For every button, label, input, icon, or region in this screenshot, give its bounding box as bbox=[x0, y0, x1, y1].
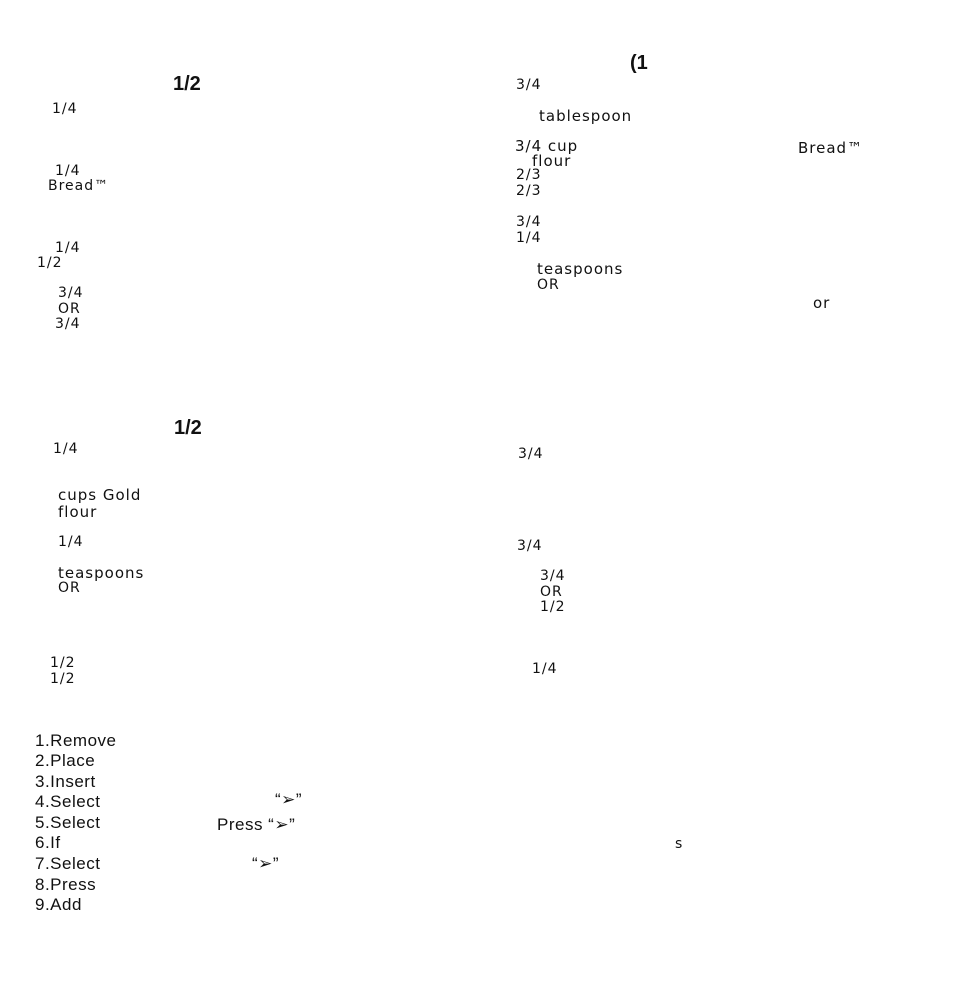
right-top-line-8: 3/4 bbox=[516, 214, 542, 230]
right-top-line-2: tablespoon bbox=[539, 107, 633, 125]
step-2: 2.Place bbox=[35, 751, 96, 770]
step-4-extra: “➢” bbox=[275, 790, 303, 809]
left-mid-line-5: teaspoons bbox=[58, 564, 145, 582]
step-5-extra: Press “➢” bbox=[217, 815, 296, 834]
step-9: 9.Add bbox=[35, 895, 82, 914]
left-top-line-3: Bread™ bbox=[48, 178, 110, 194]
right-top-line-1: 3/4 bbox=[516, 77, 542, 93]
stray-letter: s bbox=[675, 836, 684, 852]
right-mid-line-6: 1/4 bbox=[532, 661, 558, 677]
left-mid-heading: 1/2 bbox=[174, 417, 202, 439]
left-top-line-7: OR bbox=[58, 301, 81, 317]
step-7-extra: “➢” bbox=[252, 854, 280, 873]
step-5: 5.Select bbox=[35, 813, 101, 832]
right-top-line-12: or bbox=[813, 294, 831, 312]
right-mid-line-4: OR bbox=[540, 584, 563, 600]
left-mid-line-4: 1/4 bbox=[58, 534, 84, 550]
right-top-line-3: 3/4 cup bbox=[515, 137, 579, 155]
left-mid-line-3: flour bbox=[58, 503, 98, 521]
step-8: 8.Press bbox=[35, 875, 97, 894]
left-top-heading: 1/2 bbox=[173, 73, 201, 95]
right-top-line-9: 1/4 bbox=[516, 230, 542, 246]
step-6: 6.If bbox=[35, 833, 61, 852]
right-top-line-5: Bread™ bbox=[798, 139, 864, 157]
left-mid-line-2: cups Gold bbox=[58, 486, 142, 504]
right-top-line-10: teaspoons bbox=[537, 260, 624, 278]
left-top-line-5: 1/2 bbox=[37, 255, 63, 271]
right-mid-line-2: 3/4 bbox=[517, 538, 543, 554]
right-mid-line-3: 3/4 bbox=[540, 568, 566, 584]
right-mid-line-1: 3/4 bbox=[518, 446, 544, 462]
right-top-line-4: flour bbox=[532, 152, 572, 170]
left-top-line-1: 1/4 bbox=[52, 101, 78, 117]
left-mid-line-8: 1/2 bbox=[50, 671, 76, 687]
right-top-line-7: 2/3 bbox=[516, 183, 542, 199]
right-top-line-6: 2/3 bbox=[516, 167, 542, 183]
left-mid-line-7: 1/2 bbox=[50, 655, 76, 671]
step-7: 7.Select bbox=[35, 854, 101, 873]
left-top-line-6: 3/4 bbox=[58, 285, 84, 301]
left-mid-line-6: OR bbox=[58, 580, 81, 596]
step-3: 3.Insert bbox=[35, 772, 96, 791]
right-mid-line-5: 1/2 bbox=[540, 599, 566, 615]
left-mid-line-1: 1/4 bbox=[53, 441, 79, 457]
step-4: 4.Select bbox=[35, 792, 101, 811]
right-top-heading: (1 bbox=[630, 52, 648, 74]
step-1: 1.Remove bbox=[35, 731, 117, 750]
left-top-line-4: 1/4 bbox=[55, 240, 81, 256]
left-top-line-8: 3/4 bbox=[55, 316, 81, 332]
right-top-line-11: OR bbox=[537, 277, 560, 293]
left-top-line-2: 1/4 bbox=[55, 163, 81, 179]
